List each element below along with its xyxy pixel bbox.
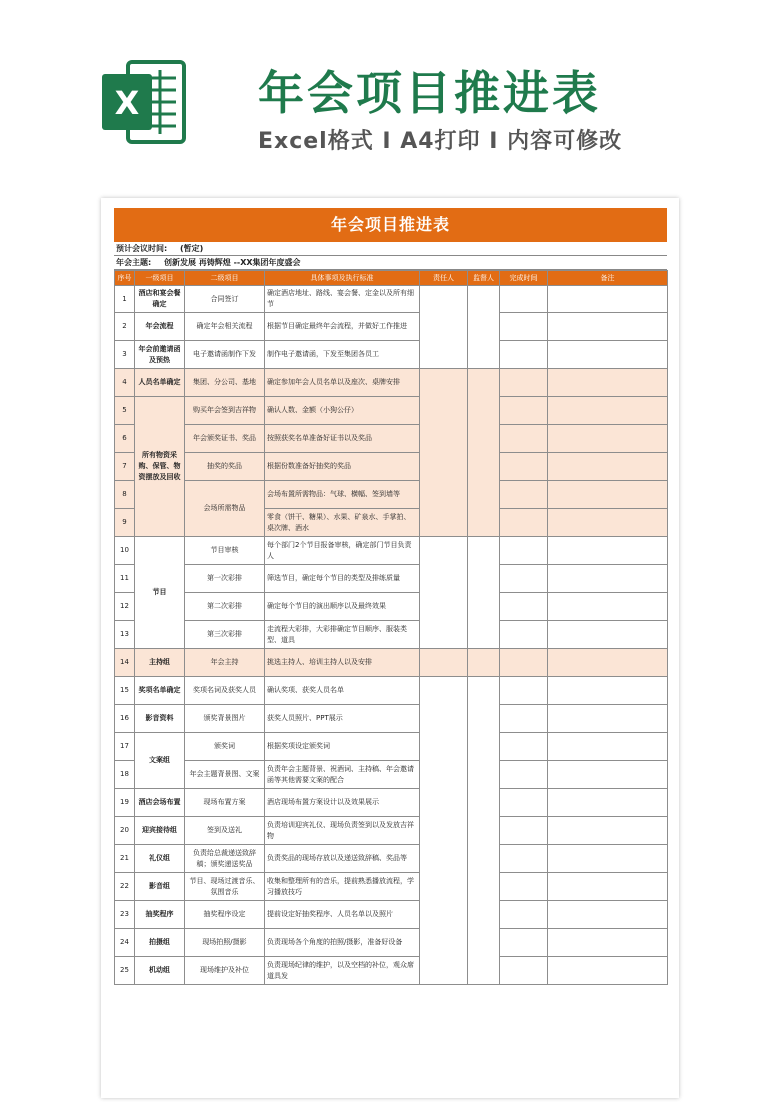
row-no: 11: [115, 565, 135, 593]
row-no: 16: [115, 705, 135, 733]
header-remark: 备注: [548, 271, 668, 286]
row-no: 17: [115, 733, 135, 761]
svg-text:X: X: [114, 84, 140, 122]
header-level1: 一级项目: [135, 271, 185, 286]
row-no: 10: [115, 537, 135, 565]
remark-cell: [548, 677, 668, 705]
remark-cell: [548, 957, 668, 985]
row-detail: 酒店现场布置方案设计以及效果展示: [265, 789, 420, 817]
row-detail: 走流程大彩排，大彩排确定节目顺序、服装类型、道具: [265, 621, 420, 649]
row-level1: 奖项名单确定: [135, 677, 185, 705]
row-level2: 集团、分公司、基地: [185, 369, 265, 397]
remark-cell: [548, 537, 668, 565]
deadline-cell: [500, 593, 548, 621]
row-level2: 年会颁奖证书、奖品: [185, 425, 265, 453]
supervisor-cell: [468, 649, 500, 677]
deadline-cell: [500, 481, 548, 509]
row-level1: 酒店和宴会餐确定: [135, 286, 185, 313]
deadline-cell: [500, 901, 548, 929]
row-level2: 颁奖词: [185, 733, 265, 761]
row-level2: 奖项名词及获奖人员: [185, 677, 265, 705]
row-level1: 节目: [135, 537, 185, 649]
table-row: [115, 761, 668, 789]
table-row: [115, 621, 668, 649]
remark-cell: [548, 369, 668, 397]
table-row: [115, 873, 668, 901]
page-title: 年会项目推进表: [258, 66, 601, 120]
row-detail: 负责现场纪律的维护，以及空档的补位，观众席道具发: [265, 957, 420, 985]
remark-cell: [548, 313, 668, 341]
row-level1: 抽奖程序: [135, 901, 185, 929]
row-detail: 负责年会主题背景、祝酒词、主持稿、年会邀请函等其他需要文案的配合: [265, 761, 420, 789]
row-level1: 年会流程: [135, 313, 185, 341]
row-no: 24: [115, 929, 135, 957]
table-row: [115, 481, 668, 509]
row-no: 6: [115, 425, 135, 453]
supervisor-cell: [468, 677, 500, 985]
row-no: 20: [115, 817, 135, 845]
deadline-cell: [500, 453, 548, 481]
row-level1: 酒店会场布置: [135, 789, 185, 817]
remark-cell: [548, 397, 668, 425]
row-no: 1: [115, 286, 135, 313]
row-detail: 每个部门2个节目报备审核，确定部门节目负责人: [265, 537, 420, 565]
supervisor-cell: [468, 286, 500, 369]
row-level2: 现场拍照/摄影: [185, 929, 265, 957]
row-level2: 第三次彩排: [185, 621, 265, 649]
row-detail: 确认人数、金额（小狗公仔）: [265, 397, 420, 425]
deadline-cell: [500, 677, 548, 705]
table-row: [115, 565, 668, 593]
row-detail: 根据奖项设定颁奖词: [265, 733, 420, 761]
document-page: [101, 198, 679, 1098]
row-level2: 抽奖程序设定: [185, 901, 265, 929]
theme-label: 年会主题:: [116, 258, 152, 267]
row-no: 21: [115, 845, 135, 873]
row-no: 9: [115, 509, 135, 537]
table-row: [115, 817, 668, 845]
deadline-cell: [500, 369, 548, 397]
deadline-cell: [500, 341, 548, 369]
remark-cell: [548, 621, 668, 649]
row-no: 15: [115, 677, 135, 705]
remark-cell: [548, 453, 668, 481]
row-level2: 节目、现场过渡音乐、氛围音乐: [185, 873, 265, 901]
deadline-cell: [500, 286, 548, 313]
owner-cell: [420, 649, 468, 677]
row-detail: 制作电子邀请函，下发至集团各员工: [265, 341, 420, 369]
row-no: 18: [115, 761, 135, 789]
deadline-cell: [500, 649, 548, 677]
row-level2: 合同签订: [185, 286, 265, 313]
row-level2: 签到及送礼: [185, 817, 265, 845]
remark-cell: [548, 929, 668, 957]
header-owner: 责任人: [420, 271, 468, 286]
deadline-cell: [500, 789, 548, 817]
row-no: 4: [115, 369, 135, 397]
table-row: [115, 789, 668, 817]
remark-cell: [548, 873, 668, 901]
row-detail: 提前设定好抽奖程序、人员名单以及照片: [265, 901, 420, 929]
row-no: 3: [115, 341, 135, 369]
remark-cell: [548, 341, 668, 369]
row-no: 7: [115, 453, 135, 481]
meeting-time-row: [114, 242, 667, 256]
table-row: [115, 341, 668, 369]
excel-icon: [100, 58, 186, 146]
row-detail: 筛选节目，确定每个节目的类型及排练质量: [265, 565, 420, 593]
header-detail: 具体事项及执行标准: [265, 271, 420, 286]
table-row: [115, 845, 668, 873]
header-level2: 二级项目: [185, 271, 265, 286]
row-level2: 现场布置方案: [185, 789, 265, 817]
row-no: 19: [115, 789, 135, 817]
row-level1: 人员名单确定: [135, 369, 185, 397]
row-detail: 根据节目确定最终年会流程，并做好工作推进: [265, 313, 420, 341]
row-level2: 会场所需物品: [185, 481, 265, 537]
table-row: [115, 733, 668, 761]
row-no: 13: [115, 621, 135, 649]
owner-cell: [420, 677, 468, 985]
row-no: 14: [115, 649, 135, 677]
deadline-cell: [500, 817, 548, 845]
remark-cell: [548, 761, 668, 789]
row-detail: 根据份数准备好抽奖的奖品: [265, 453, 420, 481]
remark-cell: [548, 286, 668, 313]
row-detail: 挑选主持人、培训主持人以及安排: [265, 649, 420, 677]
table-row: [115, 677, 668, 705]
deadline-cell: [500, 761, 548, 789]
supervisor-cell: [468, 369, 500, 537]
remark-cell: [548, 481, 668, 509]
spreadsheet: [114, 208, 667, 985]
row-level1: 影音组: [135, 873, 185, 901]
owner-cell: [420, 537, 468, 649]
row-detail: 获奖人员照片、PPT展示: [265, 705, 420, 733]
header-supervisor: 监督人: [468, 271, 500, 286]
table-row: [115, 957, 668, 985]
table-row: [115, 453, 668, 481]
header-no: 序号: [115, 271, 135, 286]
banner: [0, 0, 780, 190]
theme-row: [114, 256, 667, 270]
table-row: [115, 425, 668, 453]
row-no: 12: [115, 593, 135, 621]
row-detail: 按照获奖名单准备好证书以及奖品: [265, 425, 420, 453]
owner-cell: [420, 286, 468, 369]
row-level1: 主持组: [135, 649, 185, 677]
remark-cell: [548, 425, 668, 453]
row-level2: 第二次彩排: [185, 593, 265, 621]
deadline-cell: [500, 705, 548, 733]
deadline-cell: [500, 565, 548, 593]
deadline-cell: [500, 313, 548, 341]
table-row: [115, 901, 668, 929]
row-detail: 会场布置所需物品：气球、横幅、签到墙等: [265, 481, 420, 509]
row-level2: 购买年会签到吉祥物: [185, 397, 265, 425]
project-table: [114, 270, 668, 985]
row-level2: 颁奖背景图片: [185, 705, 265, 733]
row-no: 22: [115, 873, 135, 901]
table-row: [115, 649, 668, 677]
deadline-cell: [500, 845, 548, 873]
header-deadline: 完成时间: [500, 271, 548, 286]
meeting-time-label: 预计会议时间:: [116, 244, 168, 253]
row-level1: 所有物资采购、保管、物资摆放及回收: [135, 397, 185, 537]
table-row: [115, 286, 668, 313]
row-detail: 确定参加年会人员名单以及座次、桌牌安排: [265, 369, 420, 397]
table-row: [115, 705, 668, 733]
table-row: [115, 369, 668, 397]
page-subtitle: Excel格式 I A4打印 I 内容可修改: [258, 129, 623, 154]
row-level1: 礼仪组: [135, 845, 185, 873]
table-header: [115, 271, 668, 286]
owner-cell: [420, 369, 468, 537]
row-no: 2: [115, 313, 135, 341]
row-no: 25: [115, 957, 135, 985]
remark-cell: [548, 593, 668, 621]
sheet-title: 年会项目推进表: [114, 208, 667, 242]
row-no: 8: [115, 481, 135, 509]
row-level2: 年会主持: [185, 649, 265, 677]
table-row: [115, 397, 668, 425]
remark-cell: [548, 817, 668, 845]
row-no: 23: [115, 901, 135, 929]
deadline-cell: [500, 733, 548, 761]
deadline-cell: [500, 929, 548, 957]
deadline-cell: [500, 509, 548, 537]
row-level1: 文案组: [135, 733, 185, 789]
table-row: [115, 313, 668, 341]
table-row: [115, 929, 668, 957]
deadline-cell: [500, 873, 548, 901]
row-detail: 收集和整理所有的音乐，提前熟悉播放流程，学习播放技巧: [265, 873, 420, 901]
deadline-cell: [500, 397, 548, 425]
row-detail: 负责现场各个角度的拍照/摄影，准备好设备: [265, 929, 420, 957]
row-no: 5: [115, 397, 135, 425]
row-level2: 现场维护及补位: [185, 957, 265, 985]
row-level2: 电子邀请函制作下发: [185, 341, 265, 369]
theme-value: 创新发展 再铸辉煌 --XX集团年度盛会: [164, 258, 301, 267]
remark-cell: [548, 901, 668, 929]
supervisor-cell: [468, 537, 500, 649]
row-detail: 负责奖品的现场存放以及递送致辞稿、奖品等: [265, 845, 420, 873]
row-detail: 负责培训迎宾礼仪、现场负责签到以及发放吉祥物: [265, 817, 420, 845]
row-level2: 年会主题背景图、文案: [185, 761, 265, 789]
remark-cell: [548, 733, 668, 761]
row-detail: 确定每个节目的演出顺序以及最终效果: [265, 593, 420, 621]
row-level2: 确定年会相关流程: [185, 313, 265, 341]
row-detail: 确定酒店地址、路线、宴会餐、定金以及所有细节: [265, 286, 420, 313]
remark-cell: [548, 565, 668, 593]
deadline-cell: [500, 537, 548, 565]
row-level2: 第一次彩排: [185, 565, 265, 593]
table-row: [115, 537, 668, 565]
meeting-time-value: (暂定): [180, 244, 204, 253]
row-level1: 影音资料: [135, 705, 185, 733]
remark-cell: [548, 845, 668, 873]
row-level1: 迎宾接待组: [135, 817, 185, 845]
remark-cell: [548, 509, 668, 537]
remark-cell: [548, 649, 668, 677]
row-level1: 拍摄组: [135, 929, 185, 957]
row-level1: 机动组: [135, 957, 185, 985]
row-level2: 节目审核: [185, 537, 265, 565]
row-level1: 年会前邀请函及预热: [135, 341, 185, 369]
row-level2: 负责给总裁递送致辞稿；颁奖递送奖品: [185, 845, 265, 873]
row-detail: 确认奖项、获奖人员名单: [265, 677, 420, 705]
deadline-cell: [500, 425, 548, 453]
deadline-cell: [500, 621, 548, 649]
row-level2: 抽奖的奖品: [185, 453, 265, 481]
remark-cell: [548, 705, 668, 733]
row-detail: 零食（饼干、糖果）、水果、矿泉水、手掌拍、桌次牌、酒水: [265, 509, 420, 537]
deadline-cell: [500, 957, 548, 985]
remark-cell: [548, 789, 668, 817]
table-row: [115, 593, 668, 621]
